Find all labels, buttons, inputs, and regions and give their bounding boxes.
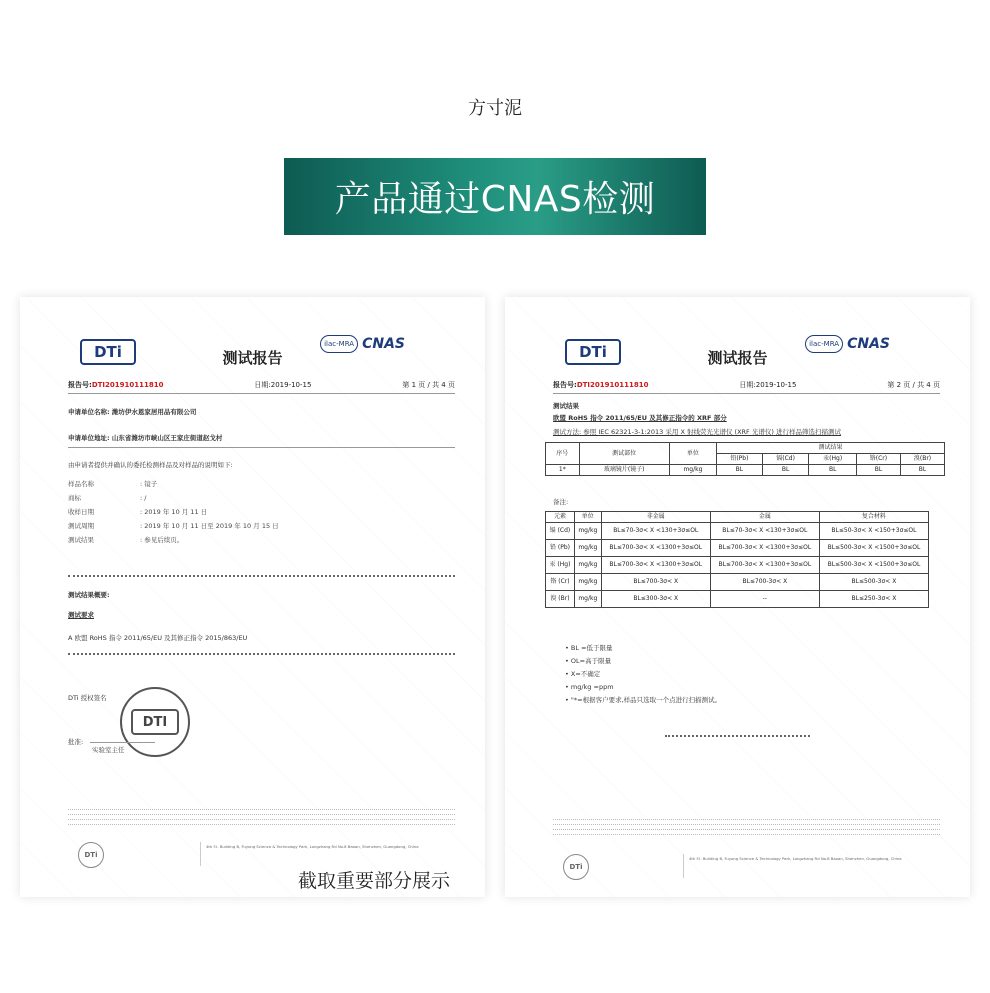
approver-title: 实验室主任 <box>92 746 125 754</box>
th-pb: 铅(Pb) <box>717 454 763 465</box>
results-table <box>545 442 945 476</box>
cell: -- <box>710 591 819 608</box>
field-label: 测试结果 <box>68 536 94 544</box>
note-item: • BL =低于限量 <box>565 644 613 652</box>
footer-legal <box>553 819 940 839</box>
cnas-mark-icon: CNAS <box>847 336 890 352</box>
note-item: • OL=高于限量 <box>565 657 612 665</box>
field-value: : 2019 年 10 月 11 日 <box>140 508 208 516</box>
requirement-label: 测试要求 <box>68 611 94 619</box>
th-nonmetal: 非金属 <box>601 512 710 523</box>
dti-logo: DTi <box>565 339 621 365</box>
cell: BL≤700-3σ< X <1300+3σ≤OL <box>601 540 710 557</box>
dotted-divider <box>68 653 455 655</box>
table-row <box>546 540 929 557</box>
th-hg: 汞(Hg) <box>809 454 856 465</box>
dotted-divider <box>665 735 810 737</box>
report-date: 日期:2019-10-15 <box>739 381 797 389</box>
info-row <box>68 535 183 544</box>
cnas-logo <box>320 335 435 353</box>
note-item: • X=不确定 <box>565 670 601 678</box>
table-row <box>546 465 945 476</box>
cell: 汞 (Hg) <box>546 557 575 574</box>
report-no: DTI201910111810 <box>91 381 164 389</box>
notes-list <box>565 642 721 707</box>
cell: BL≤70-3σ< X <130+3σ≤OL <box>710 523 819 540</box>
cell: BL≤500-3σ< X <1500+3σ≤OL <box>819 540 928 557</box>
divider <box>68 393 455 394</box>
summary-label: 测试结果概要: <box>68 591 110 599</box>
dti-stamp <box>120 687 190 757</box>
th-unit: 单位 <box>669 443 716 465</box>
cell: BL≤70-3σ< X <130+3σ≤OL <box>601 523 710 540</box>
note-item: • mg/kg =ppm <box>565 683 614 691</box>
report-title: 测试报告 <box>707 349 768 367</box>
footer-legal <box>68 809 455 829</box>
footer-divider <box>683 854 684 878</box>
cell: mg/kg <box>574 540 601 557</box>
section-title: 欧盟 RoHS 指令 2011/65/EU 及其修正指令的 XRF 部分 <box>553 414 727 422</box>
cell: BL≤250-3σ< X <box>819 591 928 608</box>
th-element: 元素 <box>546 512 575 523</box>
th-composite: 复合材料 <box>819 512 928 523</box>
cell: mg/kg <box>574 574 601 591</box>
cell: BL≤50-3σ< X <150+3σ≤OL <box>819 523 928 540</box>
cell: BL≤700-3σ< X <box>710 574 819 591</box>
field-value: : 参见后续页。 <box>140 536 184 544</box>
cell: BL <box>809 465 856 476</box>
signature-line <box>90 742 155 743</box>
cell: 铬 (Cr) <box>546 574 575 591</box>
th-cd: 镉(Cd) <box>762 454 809 465</box>
footer-address: 4th F.I. Building B, Fuyong Science & Technology Park, Longzhang Rd No.8 Baoan, Shenzhen, Guangdong, China <box>689 856 902 861</box>
applicant-row <box>68 407 196 416</box>
dti-seal-icon: DTi <box>563 854 589 880</box>
address-label: 申请单位地址: <box>68 434 110 442</box>
info-row <box>68 493 146 502</box>
cell: BL≤700-3σ< X <1300+3σ≤OL <box>710 557 819 574</box>
field-label: 样品名称 <box>68 480 94 488</box>
cell: 铅 (Pb) <box>546 540 575 557</box>
approver-label: 批准: <box>68 738 84 746</box>
dti-logo: DTi <box>80 339 136 365</box>
field-value: : 镜子 <box>140 480 158 488</box>
report-no: DTI201910111810 <box>576 381 649 389</box>
divider <box>68 447 455 448</box>
cell: BL≤700-3σ< X <1300+3σ≤OL <box>601 557 710 574</box>
ilac-mra-icon: ilac-MRA <box>805 335 843 353</box>
cell: BL <box>856 465 900 476</box>
signed-for: DTi 授权签名 <box>68 694 107 702</box>
ilac-mra-icon: ilac-MRA <box>320 335 358 353</box>
table-row <box>546 557 929 574</box>
info-row <box>68 507 207 516</box>
applicant-value: 潍坊伊水恩家居用品有限公司 <box>111 408 197 416</box>
divider <box>553 393 940 394</box>
cell: 溴 (Br) <box>546 591 575 608</box>
cell: BL <box>762 465 809 476</box>
th-result: 测试结果 <box>717 443 945 454</box>
report-title: 测试报告 <box>222 349 283 367</box>
report-meta <box>68 380 455 390</box>
cell: mg/kg <box>574 591 601 608</box>
report-page-1 <box>20 297 485 897</box>
field-value: : / <box>140 494 147 502</box>
info-row <box>68 521 279 530</box>
cell: mg/kg <box>669 465 716 476</box>
results-label: 测试结果 <box>553 402 579 410</box>
applicant-label: 申请单位名称: <box>68 408 110 416</box>
cell: BL≤500-3σ< X <1500+3σ≤OL <box>819 557 928 574</box>
th-index: 序号 <box>546 443 580 465</box>
test-method: 测试方法: 参照 IEC 62321-3-1:2013 采用 X 射线荧光光谱仪 (XRF 光谱仪) 进行样品筛选扫描测试 <box>553 428 841 436</box>
footer-address: 4th F.I. Building B, Fuyong Science & Technology Park, Longzhang Rd No.8 Baoan, Shenzhen, Guangdong, China <box>206 844 419 849</box>
report-date: 日期:2019-10-15 <box>254 381 312 389</box>
page-number: 第 1 页 / 共 4 页 <box>402 381 455 389</box>
cell: BL <box>901 465 945 476</box>
cell: BL≤500-3σ< X <box>819 574 928 591</box>
cell: mg/kg <box>574 523 601 540</box>
th-part: 测试部位 <box>579 443 669 465</box>
footer-divider <box>200 842 201 866</box>
cell: 1* <box>546 465 580 476</box>
dotted-divider <box>68 575 455 577</box>
limits-table <box>545 511 929 608</box>
table-row <box>546 523 929 540</box>
cnas-mark-icon: CNAS <box>362 336 405 352</box>
note-item: • "*=根据客户要求,样品只选取一个点进行扫描测试。 <box>565 696 722 704</box>
field-label: 收样日期 <box>68 508 94 516</box>
table-row <box>546 591 929 608</box>
cell: 镉 (Cd) <box>546 523 575 540</box>
report-no-label: 报告号: <box>553 381 577 389</box>
cell: mg/kg <box>574 557 601 574</box>
table-row <box>546 574 929 591</box>
intro-text: 由申请者提供并确认的委托检测样品及对样品的说明如下: <box>68 461 233 469</box>
brand-name: 方寸泥 <box>468 98 522 119</box>
cell: BL≤700-3σ< X <1300+3σ≤OL <box>710 540 819 557</box>
caption: 截取重要部分展示 <box>298 870 451 892</box>
requirement-line: A 欧盟 RoHS 指令 2011/65/EU 及其修正指令 2015/863/EU <box>68 634 248 642</box>
cnas-banner: 产品通过CNAS检测 <box>284 158 706 235</box>
cell: BL <box>717 465 763 476</box>
address-value: 山东省潍坊市峡山区王家庄街道赵戈村 <box>111 434 223 442</box>
cell: BL≤300-3σ< X <box>601 591 710 608</box>
th-metal: 金属 <box>710 512 819 523</box>
th-br: 溴(Br) <box>901 454 945 465</box>
report-no-label: 报告号: <box>68 381 92 389</box>
cell: BL≤700-3σ< X <box>601 574 710 591</box>
field-value: : 2019 年 10 月 11 日至 2019 年 10 月 15 日 <box>140 522 279 530</box>
info-row <box>68 479 157 488</box>
address-row <box>68 433 222 442</box>
field-label: 测试周期 <box>68 522 94 530</box>
stamp-text: DTI <box>131 709 179 735</box>
field-label: 商标 <box>68 494 81 502</box>
page-number: 第 2 页 / 共 4 页 <box>887 381 940 389</box>
cell: 玻璃镜片(镜子) <box>579 465 669 476</box>
cnas-logo <box>805 335 920 353</box>
report-page-2 <box>505 297 970 897</box>
report-meta <box>553 380 940 390</box>
remark-label: 备注: <box>553 498 569 506</box>
th-unit: 单位 <box>574 512 601 523</box>
dti-seal-icon: DTi <box>78 842 104 868</box>
th-cr: 铬(Cr) <box>856 454 900 465</box>
